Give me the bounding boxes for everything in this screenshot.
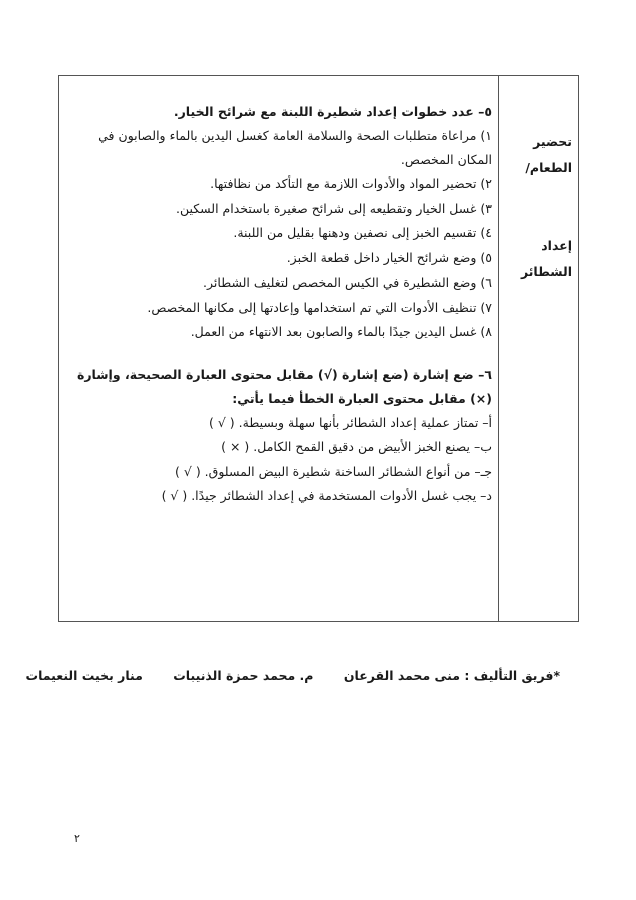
- step-3: ٣) غسل الخيار وتقطيعه إلى شرائح صغيرة باستخدام السكين.: [175, 200, 492, 216]
- step-5: ٥) وضع شرائح الخيار داخل قطعة الخبز.: [286, 250, 492, 266]
- question-b: ب– يصنع الخبز الأبيض من دقيق القمح الكامل. ( × ): [221, 439, 492, 455]
- author-1: *فريق التأليف : منى محمد القرعان: [343, 668, 560, 683]
- side-label-food-prep: تحضير الطعام/: [525, 134, 572, 175]
- main-content: [64, 100, 492, 509]
- step-2: ٢) تحضير المواد والأدوات اللازمة مع التأكد من نظافتها.: [210, 176, 492, 191]
- step-8: ٨) غسل اليدين جيدًا بالماء والصابون بعد الانتهاء من العمل.: [190, 324, 492, 340]
- section5-heading: ٥– عدد خطوات إعداد شطيرة اللبنة مع شرائح الخيار.: [173, 104, 492, 119]
- section6-heading: ٦– ضع إشارة (ضع إشارة (√) مقابل محتوى العبارة الصحيحة، وإشارة (×) مقابل محتوى العبارة الخطأ فيما يأتي:: [76, 366, 492, 406]
- question-d: د– يجب غسل الأدوات المستخدمة في إعداد الشطائر جيدًا. ( √ ): [161, 488, 492, 504]
- question-a: أ– تمتاز عملية إعداد الشطائر بأنها سهلة وبسيطة. ( √ ): [209, 414, 492, 430]
- step-1: ١) مراعاة متطلبات الصحة والسلامة العامة كغسل اليدين بالماء والصابون في المكان المخصص.: [98, 128, 492, 167]
- author-2: م. محمد حمزة الذنيبات: [173, 668, 314, 683]
- page-number: ٢: [74, 832, 80, 845]
- authors-line: [25, 668, 560, 683]
- column-divider: [498, 75, 499, 622]
- author-3: منار بخيت النعيمات: [25, 668, 143, 683]
- step-4: ٤) تقسيم الخبز إلى نصفين ودهنها بقليل من اللبنة.: [233, 225, 492, 241]
- step-6: ٦) وضع الشطيرة في الكيس المخصص لتغليف الشطائر.: [203, 274, 492, 290]
- question-c: جـ– من أنواع الشطائر الساخنة شطيرة البيض المسلوق. ( √ ): [175, 463, 492, 479]
- step-7: ٧) تنظيف الأدوات التي تم استخدامها وإعادتها إلى مكانها المخصص.: [147, 299, 492, 315]
- side-label-sandwiches: إعداد الشطائر: [520, 238, 572, 279]
- side-column: [500, 75, 578, 622]
